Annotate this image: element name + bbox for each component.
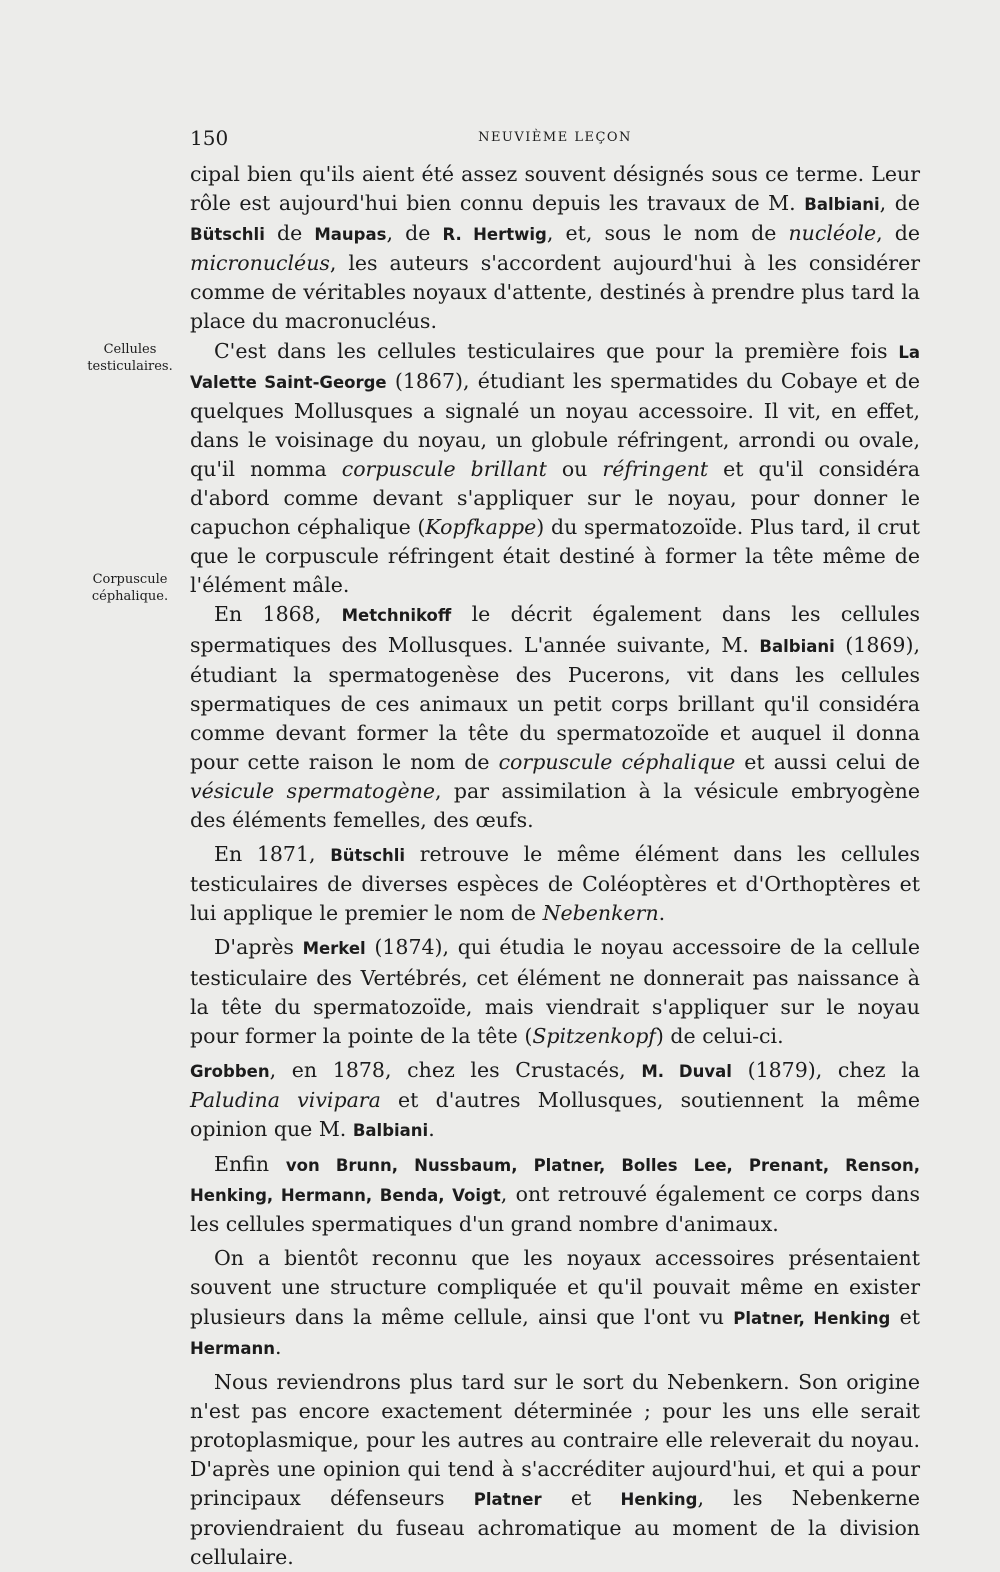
text-run: .: [658, 901, 666, 926]
author-name: Hermann: [190, 1338, 275, 1358]
author-name: Maupas: [314, 225, 387, 245]
text-run: et aussi celui de: [735, 749, 921, 774]
paragraph: [190, 1056, 920, 1145]
author-name: von Brunn, Nussbaum, Platner, Bolles Lee, Prenant, Renson, Henking, Hermann, Benda, Voigt: [190, 1156, 920, 1206]
paragraph: [190, 1368, 920, 1572]
paragraph: [190, 933, 920, 1050]
margin-note-line: testiculaires.: [87, 359, 173, 374]
text-run: (1867), étudiant les spermatides du Cobaye et de quelques Mollusques a signalé un noyau accessoire. Il vit, en effet, dans le voisinage du noyau, un globule réfringent, arrondi ou ovale, qu'il nomma: [190, 368, 920, 481]
italic-term: corpuscule céphalique: [498, 749, 736, 774]
italic-term: Nebenkern: [542, 901, 659, 926]
text-run: de: [264, 221, 315, 246]
text-run: et: [890, 1304, 920, 1329]
italic-term: corpuscule brillant: [341, 456, 547, 481]
paragraph: [190, 1150, 920, 1239]
italic-term: nucléole: [788, 221, 877, 246]
text-run: , et, sous le nom de: [546, 221, 789, 246]
text-run: En 1871,: [214, 842, 331, 867]
author-name: Balbiani: [352, 1121, 429, 1140]
text-run: .: [274, 1334, 282, 1359]
italic-term: Kopfkappe: [425, 515, 537, 540]
paragraph: [190, 840, 920, 928]
text-run: , les auteurs s'accordent aujourd'hui à les considérer comme de véritables noyaux d'attente, destinés à prendre plus tard la place du macronucléus.: [190, 251, 920, 334]
author-name: M. Duval: [641, 1061, 732, 1081]
author-name: Balbiani: [759, 636, 835, 656]
text-run: , de: [879, 191, 920, 216]
italic-term: réfringent: [602, 456, 709, 481]
author-name: Grobben: [190, 1061, 270, 1081]
author-name: Balbiani: [804, 195, 880, 215]
margin-note-cellules: [80, 341, 180, 375]
body-text: [190, 160, 920, 1572]
text-run: .: [428, 1117, 435, 1141]
text-run: , les Nebenkerne proviendraient du fuseau achromatique au moment de la division cellulaire.: [190, 1486, 920, 1570]
text-run: Nous reviendrons plus tard sur le sort du Nebenkern. Son origine n'est pas encore exactement déterminée ; pour les uns elle serait protoplasmique, pour les autres au contraire elle releverait du noyau. D'après une opinion qui tend à s'accréditer aujourd'hui, et qui a pour principaux défenseurs: [190, 1369, 920, 1511]
margin-note-line: Corpuscule: [92, 572, 168, 587]
author-name: Merkel: [302, 939, 366, 959]
author-name: Metchnikoff: [341, 606, 452, 626]
italic-term: vésicule spermatogène: [190, 778, 435, 803]
page-header: [190, 126, 920, 156]
text-run: , par assimilation à la vésicule embryogène des éléments femelles, des œufs.: [190, 778, 920, 833]
text-run: , ont retrouvé également ce corps dans les cellules spermatiques d'un grand nombre d'animaux.: [190, 1182, 920, 1237]
text-run: , en 1878, chez les Crustacés,: [269, 1057, 642, 1082]
author-name: Platner: [473, 1490, 542, 1510]
text-run: et: [541, 1486, 621, 1511]
text-run: (1874), qui étudia le noyau accessoire de la cellule testiculaire des Vertébrés, cet élément ne donnerait pas naissance à la tête du spermatozoïde, mais viendrait s'appliquer sur le noyau pour former la pointe de la tête (: [190, 935, 920, 1048]
text-run: ou: [546, 456, 603, 481]
author-name: La Valette Saint-George: [190, 342, 920, 392]
text-run: ) de celui-ci.: [655, 1023, 784, 1048]
text-run: ) du spermatozoïde. Plus tard, il crut que le corpuscule réfringent était destiné à former la tête même de l'élément mâle.: [190, 515, 920, 598]
author-name: Henking: [620, 1490, 698, 1510]
text-run: , de: [386, 221, 443, 246]
text-run: C'est dans les cellules testiculaires que pour la première fois: [214, 338, 899, 363]
author-name: R. Hertwig: [442, 225, 547, 245]
paragraph: [190, 600, 920, 835]
author-name: Bütschli: [330, 846, 406, 866]
text-run: (1869), étudiant la spermatogenèse des Pucerons, vit dans les cellules spermatiques de ces animaux un petit corps brillant qu'il considéra comme devant former la tête du spermatozoïde et auquel il donna pour cette raison le nom de: [190, 632, 920, 774]
margin-note-corpuscule: [80, 571, 180, 605]
text-run: Enfin: [214, 1152, 286, 1177]
paragraph: [190, 1244, 920, 1362]
italic-term: micronucléus: [190, 251, 330, 276]
text-run: D'après: [214, 935, 303, 960]
text-run: cipal bien qu'ils aient été assez souvent désignés sous ce terme. Leur rôle est aujourd'hui bien connu depuis les travaux de M.: [190, 162, 920, 216]
italic-term: Spitzenkopf: [532, 1023, 656, 1048]
margin-note-line: céphalique.: [91, 589, 169, 604]
text-run: et d'autres Mollusques, soutiennent la même opinion que M.: [190, 1087, 920, 1141]
italic-term: Paludina vivipara: [190, 1087, 381, 1112]
author-name: Bütschli: [190, 225, 265, 245]
text-run: le décrit également dans les cellules spermatiques des Mollusques. L'année suivante, M.: [190, 602, 920, 657]
text-run: retrouve le même élément dans les cellules testiculaires de diverses espèces de Coléoptères et d'Orthoptères et lui applique le premier le nom de: [190, 842, 921, 926]
text-run: et qu'il considéra d'abord comme devant s'appliquer sur le noyau, pour donner le capuchon céphalique (: [190, 456, 920, 540]
author-name: Platner, Henking: [733, 1308, 891, 1328]
text-run: On a bientôt reconnu que les noyaux accessoires présentaient souvent une structure compliquée et qu'il pouvait même en exister plusieurs dans la même cellule, ainsi que l'ont vu: [190, 1246, 920, 1329]
page-number: 150: [190, 126, 229, 150]
paragraph: [190, 337, 920, 601]
text-run: , de: [876, 221, 920, 246]
paragraph: [190, 160, 920, 337]
running-title: NEUVIÈME LEÇON: [478, 130, 632, 145]
margin-note-line: Cellules: [103, 342, 157, 357]
text-run: En 1868,: [214, 602, 342, 627]
text-run: (1879), chez la: [731, 1057, 921, 1082]
